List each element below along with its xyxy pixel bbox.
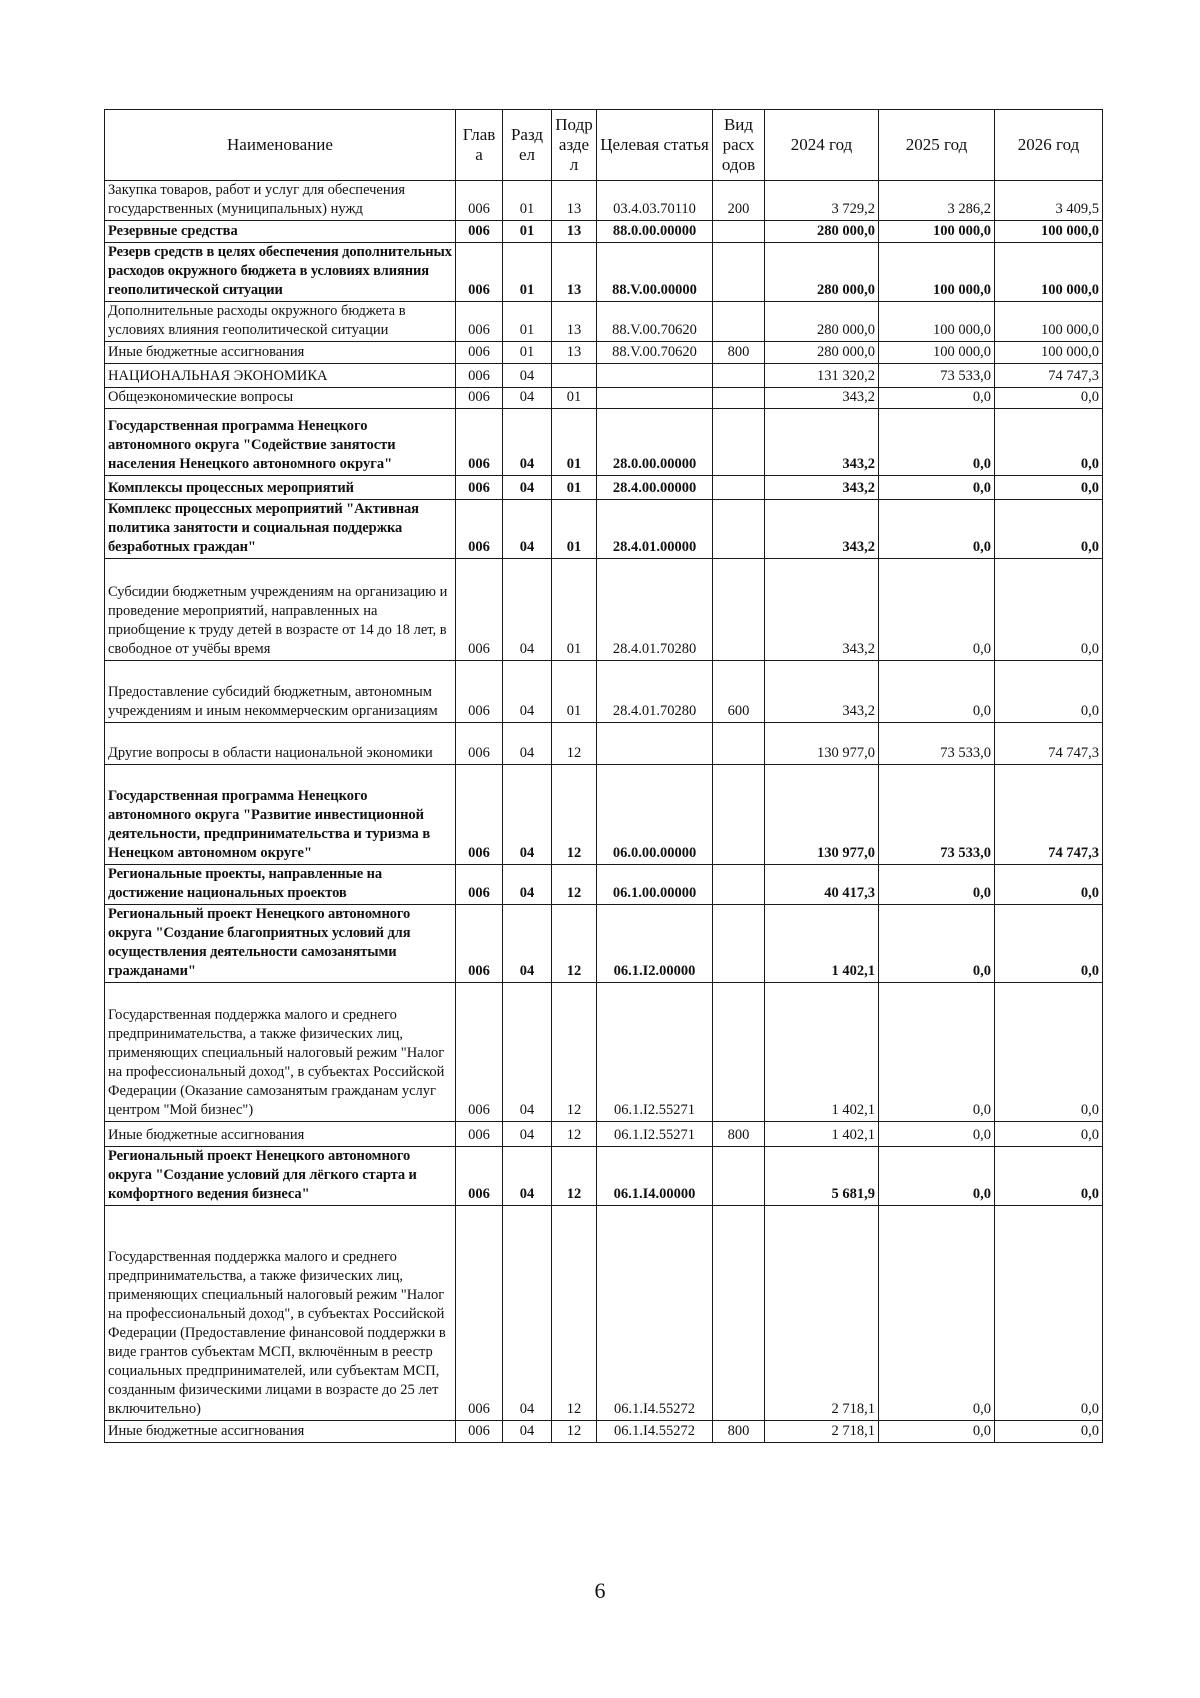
cell-glava: 006 bbox=[456, 243, 503, 302]
cell-razdel: 04 bbox=[503, 723, 552, 765]
cell-2026: 0,0 bbox=[995, 388, 1103, 409]
cell-name: Комплексы процессных мероприятий bbox=[105, 476, 456, 500]
cell-name: Государственная поддержка малого и среднего предпринимательства, а также физических лиц, применяющих специальный налоговый режим "Налог на профессиональный доход", в субъектах Российской Федерации (Оказание самозанятым гражданам услуг центром "Мой бизнес") bbox=[105, 983, 456, 1122]
cell-2024: 130 977,0 bbox=[765, 765, 879, 865]
cell-podrazdel: 01 bbox=[552, 409, 597, 476]
cell-celevaya-statya: 06.1.I2.55271 bbox=[597, 1122, 713, 1147]
cell-glava: 006 bbox=[456, 500, 503, 559]
table-row bbox=[105, 476, 1103, 500]
header-2025: 2025 год bbox=[879, 110, 995, 181]
cell-podrazdel: 01 bbox=[552, 476, 597, 500]
cell-2025: 0,0 bbox=[879, 409, 995, 476]
cell-2024: 280 000,0 bbox=[765, 221, 879, 243]
cell-2025: 0,0 bbox=[879, 388, 995, 409]
cell-razdel: 04 bbox=[503, 1122, 552, 1147]
header-vid-rashodov: Вид расх одов bbox=[713, 110, 765, 181]
cell-name: Региональные проекты, направленные на достижение национальных проектов bbox=[105, 865, 456, 905]
cell-2026: 0,0 bbox=[995, 983, 1103, 1122]
header-name: Наименование bbox=[105, 110, 456, 181]
cell-glava: 006 bbox=[456, 1147, 503, 1206]
cell-2025: 73 533,0 bbox=[879, 765, 995, 865]
cell-celevaya-statya: 28.4.01.00000 bbox=[597, 500, 713, 559]
cell-glava: 006 bbox=[456, 302, 503, 342]
cell-2026: 0,0 bbox=[995, 1421, 1103, 1443]
table-row bbox=[105, 559, 1103, 661]
cell-2026: 0,0 bbox=[995, 476, 1103, 500]
cell-celevaya-statya bbox=[597, 364, 713, 388]
cell-razdel: 01 bbox=[503, 243, 552, 302]
cell-2026: 0,0 bbox=[995, 905, 1103, 983]
cell-celevaya-statya: 06.1.I2.00000 bbox=[597, 905, 713, 983]
cell-2025: 100 000,0 bbox=[879, 243, 995, 302]
cell-2024: 5 681,9 bbox=[765, 1147, 879, 1206]
cell-razdel: 04 bbox=[503, 364, 552, 388]
cell-glava: 006 bbox=[456, 723, 503, 765]
cell-2025: 73 533,0 bbox=[879, 364, 995, 388]
cell-vid-rashodov bbox=[713, 723, 765, 765]
cell-celevaya-statya: 06.1.I4.00000 bbox=[597, 1147, 713, 1206]
cell-glava: 006 bbox=[456, 983, 503, 1122]
cell-razdel: 04 bbox=[503, 905, 552, 983]
cell-razdel: 04 bbox=[503, 500, 552, 559]
cell-2024: 3 729,2 bbox=[765, 181, 879, 221]
cell-vid-rashodov bbox=[713, 865, 765, 905]
header-2024: 2024 год bbox=[765, 110, 879, 181]
table-row bbox=[105, 1206, 1103, 1421]
cell-2025: 0,0 bbox=[879, 1147, 995, 1206]
cell-2026: 74 747,3 bbox=[995, 765, 1103, 865]
cell-2026: 0,0 bbox=[995, 500, 1103, 559]
cell-podrazdel: 12 bbox=[552, 865, 597, 905]
cell-2025: 100 000,0 bbox=[879, 342, 995, 364]
cell-name: Комплекс процессных мероприятий "Активная политика занятости и социальная поддержка безработных граждан" bbox=[105, 500, 456, 559]
cell-glava: 006 bbox=[456, 364, 503, 388]
cell-vid-rashodov bbox=[713, 1147, 765, 1206]
cell-2024: 343,2 bbox=[765, 388, 879, 409]
table-row bbox=[105, 221, 1103, 243]
cell-razdel: 04 bbox=[503, 409, 552, 476]
page-number: 6 bbox=[594, 1578, 606, 1603]
cell-2026: 0,0 bbox=[995, 661, 1103, 723]
cell-2025: 0,0 bbox=[879, 1421, 995, 1443]
cell-2025: 0,0 bbox=[879, 476, 995, 500]
cell-vid-rashodov bbox=[713, 983, 765, 1122]
cell-glava: 006 bbox=[456, 221, 503, 243]
cell-2025: 0,0 bbox=[879, 905, 995, 983]
cell-celevaya-statya: 06.1.00.00000 bbox=[597, 865, 713, 905]
cell-vid-rashodov bbox=[713, 500, 765, 559]
table-row bbox=[105, 1147, 1103, 1206]
cell-celevaya-statya bbox=[597, 388, 713, 409]
cell-podrazdel: 13 bbox=[552, 243, 597, 302]
cell-razdel: 04 bbox=[503, 865, 552, 905]
cell-podrazdel: 01 bbox=[552, 500, 597, 559]
table-row bbox=[105, 243, 1103, 302]
table-row bbox=[105, 1421, 1103, 1443]
cell-2025: 0,0 bbox=[879, 1206, 995, 1421]
cell-vid-rashodov bbox=[713, 221, 765, 243]
cell-2026: 0,0 bbox=[995, 559, 1103, 661]
cell-name: Закупка товаров, работ и услуг для обеспечения государственных (муниципальных) нужд bbox=[105, 181, 456, 221]
cell-2024: 130 977,0 bbox=[765, 723, 879, 765]
cell-celevaya-statya: 88.0.00.00000 bbox=[597, 221, 713, 243]
cell-vid-rashodov bbox=[713, 302, 765, 342]
budget-table bbox=[104, 109, 1103, 1443]
cell-name: Государственная поддержка малого и среднего предпринимательства, а также физических лиц, применяющих специальный налоговый режим "Налог на профессиональный доход", в субъектах Российской Федерации (Предоставление финансовой поддержки в виде грантов субъектам МСП, включённым в реестр социальных предпринимателей, или субъектам МСП, созданным физическими лицами в возрасте до 25 лет включительно) bbox=[105, 1206, 456, 1421]
cell-2025: 100 000,0 bbox=[879, 302, 995, 342]
cell-razdel: 04 bbox=[503, 388, 552, 409]
cell-2024: 131 320,2 bbox=[765, 364, 879, 388]
cell-name: НАЦИОНАЛЬНАЯ ЭКОНОМИКА bbox=[105, 364, 456, 388]
cell-2024: 280 000,0 bbox=[765, 302, 879, 342]
header-2026: 2026 год bbox=[995, 110, 1103, 181]
cell-vid-rashodov: 600 bbox=[713, 661, 765, 723]
header-podrazdel: Подр азде л bbox=[552, 110, 597, 181]
cell-podrazdel bbox=[552, 364, 597, 388]
cell-razdel: 04 bbox=[503, 661, 552, 723]
cell-2025: 73 533,0 bbox=[879, 723, 995, 765]
cell-razdel: 01 bbox=[503, 302, 552, 342]
cell-2025: 0,0 bbox=[879, 500, 995, 559]
cell-2024: 343,2 bbox=[765, 559, 879, 661]
cell-razdel: 01 bbox=[503, 342, 552, 364]
cell-celevaya-statya: 88.V.00.70620 bbox=[597, 302, 713, 342]
cell-vid-rashodov bbox=[713, 409, 765, 476]
cell-2025: 100 000,0 bbox=[879, 221, 995, 243]
header-razdel: Разд ел bbox=[503, 110, 552, 181]
table-row bbox=[105, 765, 1103, 865]
cell-2026: 0,0 bbox=[995, 409, 1103, 476]
table-row bbox=[105, 723, 1103, 765]
cell-2026: 100 000,0 bbox=[995, 243, 1103, 302]
cell-name: Государственная программа Ненецкого автономного округа "Содействие занятости населения Ненецкого автономного округа" bbox=[105, 409, 456, 476]
cell-podrazdel: 12 bbox=[552, 1206, 597, 1421]
cell-vid-rashodov bbox=[713, 476, 765, 500]
cell-glava: 006 bbox=[456, 342, 503, 364]
cell-celevaya-statya: 28.4.00.00000 bbox=[597, 476, 713, 500]
cell-2024: 1 402,1 bbox=[765, 983, 879, 1122]
table-row bbox=[105, 302, 1103, 342]
cell-celevaya-statya: 28.0.00.00000 bbox=[597, 409, 713, 476]
cell-name: Региональный проект Ненецкого автономного округа "Создание благоприятных условий для осуществления деятельности самозанятыми гражданами" bbox=[105, 905, 456, 983]
cell-name: Предоставление субсидий бюджетным, автономным учреждениям и иным некоммерческим организациям bbox=[105, 661, 456, 723]
cell-podrazdel: 01 bbox=[552, 661, 597, 723]
table-row bbox=[105, 500, 1103, 559]
cell-glava: 006 bbox=[456, 559, 503, 661]
cell-podrazdel: 13 bbox=[552, 302, 597, 342]
cell-glava: 006 bbox=[456, 661, 503, 723]
cell-razdel: 01 bbox=[503, 181, 552, 221]
cell-podrazdel: 01 bbox=[552, 388, 597, 409]
cell-2024: 40 417,3 bbox=[765, 865, 879, 905]
cell-name: Региональный проект Ненецкого автономного округа "Создание условий для лёгкого старта и комфортного ведения бизнеса" bbox=[105, 1147, 456, 1206]
cell-glava: 006 bbox=[456, 765, 503, 865]
table-row bbox=[105, 388, 1103, 409]
cell-name: Субсидии бюджетным учреждениям на организацию и проведение мероприятий, направленных на приобщение к труду детей в возрасте от 14 до 18 лет, в свободное от учёбы время bbox=[105, 559, 456, 661]
cell-name: Общеэкономические вопросы bbox=[105, 388, 456, 409]
cell-2026: 100 000,0 bbox=[995, 302, 1103, 342]
table-row bbox=[105, 865, 1103, 905]
table-row bbox=[105, 181, 1103, 221]
cell-2024: 1 402,1 bbox=[765, 1122, 879, 1147]
cell-name: Иные бюджетные ассигнования bbox=[105, 1122, 456, 1147]
cell-razdel: 04 bbox=[503, 983, 552, 1122]
table-row bbox=[105, 342, 1103, 364]
cell-glava: 006 bbox=[456, 388, 503, 409]
cell-2024: 343,2 bbox=[765, 409, 879, 476]
cell-celevaya-statya: 88.V.00.00000 bbox=[597, 243, 713, 302]
cell-razdel: 01 bbox=[503, 221, 552, 243]
cell-2026: 0,0 bbox=[995, 1122, 1103, 1147]
cell-podrazdel: 12 bbox=[552, 983, 597, 1122]
cell-2024: 2 718,1 bbox=[765, 1421, 879, 1443]
cell-name: Иные бюджетные ассигнования bbox=[105, 1421, 456, 1443]
cell-name: Резерв средств в целях обеспечения дополнительных расходов окружного бюджета в условиях влияния геополитической ситуации bbox=[105, 243, 456, 302]
cell-podrazdel: 12 bbox=[552, 1147, 597, 1206]
cell-name: Дополнительные расходы окружного бюджета в условиях влияния геополитической ситуации bbox=[105, 302, 456, 342]
cell-vid-rashodov: 800 bbox=[713, 1122, 765, 1147]
table-body bbox=[105, 181, 1103, 1443]
cell-vid-rashodov: 800 bbox=[713, 342, 765, 364]
table-row bbox=[105, 905, 1103, 983]
cell-2026: 0,0 bbox=[995, 865, 1103, 905]
table-row bbox=[105, 983, 1103, 1122]
cell-podrazdel: 12 bbox=[552, 723, 597, 765]
cell-2026: 0,0 bbox=[995, 1147, 1103, 1206]
cell-2026: 0,0 bbox=[995, 1206, 1103, 1421]
cell-glava: 006 bbox=[456, 905, 503, 983]
cell-vid-rashodov bbox=[713, 905, 765, 983]
cell-2025: 0,0 bbox=[879, 661, 995, 723]
cell-razdel: 04 bbox=[503, 559, 552, 661]
cell-celevaya-statya: 06.1.I2.55271 bbox=[597, 983, 713, 1122]
cell-glava: 006 bbox=[456, 865, 503, 905]
cell-vid-rashodov bbox=[713, 364, 765, 388]
cell-podrazdel: 12 bbox=[552, 1421, 597, 1443]
cell-2025: 3 286,2 bbox=[879, 181, 995, 221]
cell-2024: 2 718,1 bbox=[765, 1206, 879, 1421]
cell-vid-rashodov: 800 bbox=[713, 1421, 765, 1443]
cell-2024: 280 000,0 bbox=[765, 342, 879, 364]
cell-celevaya-statya: 28.4.01.70280 bbox=[597, 661, 713, 723]
cell-2025: 0,0 bbox=[879, 559, 995, 661]
cell-podrazdel: 12 bbox=[552, 905, 597, 983]
cell-2024: 280 000,0 bbox=[765, 243, 879, 302]
header-row bbox=[105, 110, 1103, 181]
cell-podrazdel: 12 bbox=[552, 765, 597, 865]
cell-2026: 74 747,3 bbox=[995, 723, 1103, 765]
cell-glava: 006 bbox=[456, 1421, 503, 1443]
cell-glava: 006 bbox=[456, 181, 503, 221]
cell-vid-rashodov: 200 bbox=[713, 181, 765, 221]
cell-razdel: 04 bbox=[503, 1421, 552, 1443]
cell-glava: 006 bbox=[456, 1206, 503, 1421]
cell-razdel: 04 bbox=[503, 1206, 552, 1421]
cell-celevaya-statya: 28.4.01.70280 bbox=[597, 559, 713, 661]
cell-name: Иные бюджетные ассигнования bbox=[105, 342, 456, 364]
cell-celevaya-statya: 06.0.00.00000 bbox=[597, 765, 713, 865]
cell-vid-rashodov bbox=[713, 559, 765, 661]
cell-2024: 343,2 bbox=[765, 661, 879, 723]
header-celevaya-statya: Целевая статья bbox=[597, 110, 713, 181]
cell-glava: 006 bbox=[456, 409, 503, 476]
cell-glava: 006 bbox=[456, 1122, 503, 1147]
cell-2024: 343,2 bbox=[765, 500, 879, 559]
cell-celevaya-statya: 06.1.I4.55272 bbox=[597, 1421, 713, 1443]
cell-glava: 006 bbox=[456, 476, 503, 500]
header-glava: Глав а bbox=[456, 110, 503, 181]
cell-2025: 0,0 bbox=[879, 865, 995, 905]
cell-podrazdel: 13 bbox=[552, 181, 597, 221]
cell-2025: 0,0 bbox=[879, 983, 995, 1122]
cell-vid-rashodov bbox=[713, 1206, 765, 1421]
cell-celevaya-statya: 03.4.03.70110 bbox=[597, 181, 713, 221]
cell-name: Государственная программа Ненецкого автономного округа "Развитие инвестиционной деятельности, предпринимательства и туризма в Ненецком автономном округе" bbox=[105, 765, 456, 865]
table-row bbox=[105, 661, 1103, 723]
cell-2025: 0,0 bbox=[879, 1122, 995, 1147]
cell-razdel: 04 bbox=[503, 1147, 552, 1206]
cell-name: Резервные средства bbox=[105, 221, 456, 243]
cell-vid-rashodov bbox=[713, 765, 765, 865]
cell-razdel: 04 bbox=[503, 476, 552, 500]
cell-podrazdel: 13 bbox=[552, 221, 597, 243]
cell-2024: 1 402,1 bbox=[765, 905, 879, 983]
table-row bbox=[105, 1122, 1103, 1147]
cell-vid-rashodov bbox=[713, 243, 765, 302]
cell-2024: 343,2 bbox=[765, 476, 879, 500]
cell-celevaya-statya: 88.V.00.70620 bbox=[597, 342, 713, 364]
table-row bbox=[105, 409, 1103, 476]
cell-vid-rashodov bbox=[713, 388, 765, 409]
cell-podrazdel: 01 bbox=[552, 559, 597, 661]
cell-celevaya-statya bbox=[597, 723, 713, 765]
cell-2026: 3 409,5 bbox=[995, 181, 1103, 221]
cell-razdel: 04 bbox=[503, 765, 552, 865]
table-row bbox=[105, 364, 1103, 388]
cell-2026: 74 747,3 bbox=[995, 364, 1103, 388]
cell-2026: 100 000,0 bbox=[995, 221, 1103, 243]
cell-podrazdel: 13 bbox=[552, 342, 597, 364]
cell-name: Другие вопросы в области национальной экономики bbox=[105, 723, 456, 765]
cell-celevaya-statya: 06.1.I4.55272 bbox=[597, 1206, 713, 1421]
cell-podrazdel: 12 bbox=[552, 1122, 597, 1147]
cell-2026: 100 000,0 bbox=[995, 342, 1103, 364]
